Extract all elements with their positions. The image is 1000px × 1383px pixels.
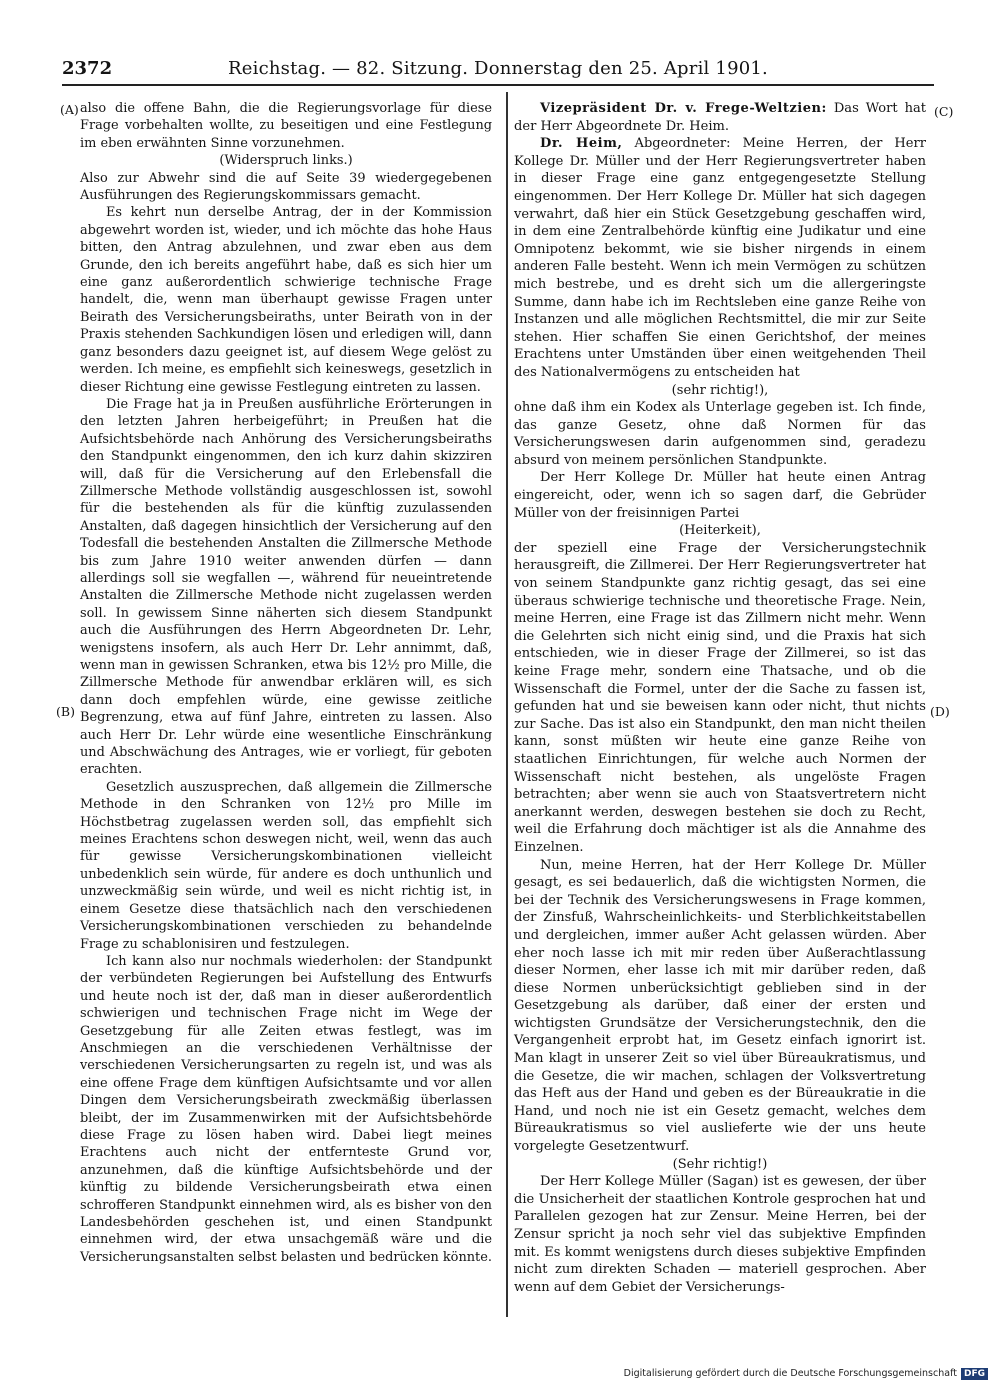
left-paragraph: Also zur Abwehr sind die auf Seite 39 wiedergegebenen Ausführungen des Regierungskommissars gemacht. (80, 170, 492, 204)
right-paragraph: ohne daß ihm ein Kodex als Unterlage gegeben ist. Ich finde, das ganze Gesetz, ohne daß Normen für das Versicherungswesen darin aufgenommen sind, geradezu absurd von meinem persönlichen Standpunkte. (514, 400, 926, 468)
left-paragraph: also die offene Bahn, die die Regierungsvorlage für diese Frage vorbehalten wollte, zu beseitigen und eine Festlegung im eben erwähnten Sinne vorzunehmen. (80, 101, 492, 151)
column-divider (506, 92, 508, 1317)
right-interjection: (Heiterkeit), (679, 523, 761, 539)
right-paragraph (514, 100, 926, 135)
right-paragraph: Der Herr Kollege Dr. Müller hat heute einen Antrag eingereicht, oder, wenn ich so sagen darf, die Gebrüder Müller von der freisinnigen Partei (514, 470, 926, 521)
right-paragraph (514, 135, 926, 381)
digitization-credit (624, 1367, 988, 1381)
left-interjection: (Widerspruch links.) (219, 153, 353, 169)
speaker-name: Dr. Heim, (540, 136, 623, 152)
right-interjection: (Sehr richtig!) (672, 1156, 768, 1172)
left-paragraph: Ich kann also nur nochmals wiederholen: der Standpunkt der verbündeten Regierungen bei Aufstellung des Entwurfs und heute noch ist der, daß man in dieser außerordentlich schwierigen und technischen Frage nicht im Wege der Gesetzgebung für alle Zeiten etwas festlegt, was im Anschmiegen an die verschiedenen Verhältnisse der verschiedenen Versicherungsarten zu regeln ist, und was als eine offene Frage dem künftigen Aufsichtsamte und vor allen Dingen dem Versicherungsbeirath zweckmäßig überlassen bleibt, der im Zusammenwirken mit der Aufsichtsbehörde diese Frage zu lösen haben wird. Dabei liegt meines Erachtens auch nicht der entfernteste Grund vor, anzunehmen, daß die künftige Aufsichtsbehörde und der künftig zu bildende Versicherungsbeirath etwa einen schrofferen Standpunkt einnehmen wird, als es bisher von den Landesbehörden geschehen ist, und einen Standpunkt einnehmen wird, der etwa unsachgemäß wäre und die Versicherungsanstalten selbst belasten und bedrücken könnte. (80, 953, 492, 1265)
margin-mark-d: (D) (930, 704, 950, 719)
right-paragraph: der speziell eine Frage der Versicherungstechnik herausgreift, die Zillmerei. Der Herr Regierungsvertreter hat von seinem Standpunkte ganz richtig gesagt, das sei eine überaus schwierige technische und theoretische Frage. Nein, meine Herren, eine Frage ist das Zillmern nicht mehr. Wenn die Gelehrten sich nicht einig sind, und die Praxis hat sich entschieden, wie in dieser Frage der Zillmerei, so ist das keine Frage mehr, sondern eine Thatsache, und ob die Wissenschaft die Formel, unter der die Sache zu fassen ist, gefunden hat und sie beweisen kann oder nicht, thut nichts zur Sache. Das ist also ein Standpunkt, den man nicht theilen kann, sonst müßten wir heute eine ganze Reihe von staatlichen Einrichtungen, für welche auch Normen der Wissenschaft nicht bestehen, als ungelöste Fragen betrachten; aber wenn sie auch von Staatsvertretern nicht anerkannt werden, deswegen bestehen sie doch zu Recht, weil die Erfahrung doch mächtiger ist als die Annahme des Einzelnen. (514, 540, 926, 855)
speaker-name: Vizepräsident Dr. v. Frege-Weltzien: (540, 101, 827, 116)
footer-text: Digitalisierung gefördert durch die Deutsche Forschungsgemeinschaft (623, 1368, 957, 1379)
left-column (80, 100, 492, 1266)
margin-mark-b: (B) (56, 704, 75, 719)
running-title: Reichstag. — 82. Sitzung. Donnerstag den 25. April 1901. (228, 58, 768, 79)
speech-text: Das Wort hat der Herr Abgeordnete Dr. Heim. (514, 101, 926, 134)
page-number: 2372 (62, 58, 113, 79)
speech-text: Abgeordneter: Meine Herren, der Herr Kollege Dr. Müller und der Herr Regierungsvertreter haben in dieser Frage eine ganz entgegengesetzte Stellung eingenommen. Der Herr Kollege Dr. Müller hat sich dagegen verwahrt, daß hier ein Stück Gesetzgebung geschaffen wird, in dem eine Zentralbehörde künftig eine Judikatur und eine Omnipotenz bekommt, wie sie bisher nirgends in einem anderen Falle besteht. Wenn ich mein Vermögen zu schützen mich bestrebe, und es dreht sich um die allergeringste Summe, dann habe ich im Rechtsleben eine ganze Reihe von Instanzen und alle möglichen Rechtsmittel, die mir zur Seite stehen. Hier schaffen Sie einen Gerichtshof, der meines Erachtens unter Umständen über einen weitgehenden Theil des Nationalvermögens zu entscheiden hat (514, 136, 926, 380)
left-paragraph: Die Frage hat ja in Preußen ausführliche Erörterungen in den letzten Jahren herbeigeführt; in Preußen hat die Aufsichtsbehörde nach Anhörung des Versicherungsbeiraths den Standpunkt eingenommen, den ich kurz dahin skizziren will, daß für die Versicherung auf den Erlebensfall die Zillmersche Methode vollständig ausgeschlossen ist, sowohl für die bestehenden als für die künftig zuzulassenden Anstalten, daß dagegen hinsichtlich der Versicherung auf den Todesfall die bestehenden Anstalten die Zillmersche Methode bis zum Jahre 1910 weiter anwenden dürfen — dann allerdings soll sie wegfallen —, während für neueintretende Anstalten die Zillmersche Methode nicht zugelassen werden soll. In gewissem Sinne näherten sich diesem Standpunkt auch die Ausführungen des Herrn Abgeordneten Dr. Lehr, wenigstens insofern, als auch Herr Dr. Lehr annimmt, daß, wenn man in gewissen Schranken, etwa bis 12½ pro Mille, die Zillmersche Methode für anwendbar erklären will, es sich dann doch empfehlen würde, eine gewisse zeitliche Begrenzung, etwa auf fünf Jahre, eintreten zu lassen. Also auch Herr Dr. Lehr würde eine wesentliche Einschränkung und Abschwächung des Antrages, wie er vorliegt, für geboten erachten. (80, 396, 492, 778)
right-interjection: (sehr richtig!), (671, 382, 769, 398)
left-paragraph: Es kehrt nun derselbe Antrag, der in der Kommission abgewehrt worden ist, wieder, und ich möchte das hohe Haus bitten, den Antrag abzulehnen, und zwar eben aus dem Grunde, den ich bereits angeführt habe, daß es sich hier um eine ganz außerordentlich schwierige technische Frage handelt, die, wenn man überhaupt gewisse Fragen unter Beirath des Versicherungsbeiraths, unter Beirath von in der Praxis stehenden Sachkundigen lösen und erledigen will, dann ganz besonders dazu geeignet ist, auf diesem Wege gelöst zu werden. Ich meine, es empfiehlt sich keineswegs, gesetzlich in dieser Richtung eine gewisse Festlegung eintreten zu lassen. (80, 205, 492, 395)
right-paragraph: Nun, meine Herren, hat der Herr Kollege Dr. Müller gesagt, es sei bedauerlich, daß die wichtigsten Normen, die bei der Technik des Versicherungswesens in Frage kommen, der Zinsfuß, Wahrscheinlichkeits- und Sterblichkeitstabellen und dergleichen, immer außer Acht gelassen würden. Aber eher noch lasse ich mit mir reden über Außerachtlassung dieser Normen, eher lasse ich mit mir darüber reden, daß diese Normen unberücksichtigt geblieben sind in der Gesetzgebung als darüber, daß einer der ersten und wichtigsten Grundsätze der Versicherungstechnik, den die Vergangenheit erprobt hat, im Gesetz einfach ignorirt ist. Man klagt in unserer Zeit so viel über Büreaukratismus, und die Gesetze, die wir machen, schlagen der Volksvertretung das Heft aus der Hand und geben es der Büreaukratie in die Hand, und noch nie ist ein Gesetz gemacht, welches dem Büreaukratismus so viel auslieferte wie der uns heute vorgelegte Gesetzentwurf. (514, 857, 926, 1155)
margin-mark-a: (A) (60, 102, 79, 117)
right-column (514, 100, 926, 1296)
left-paragraph: Gesetzlich auszusprechen, daß allgemein die Zillmersche Methode in den Schranken von 12½ pro Mille im Höchstbetrag zugelassen werden soll, das empfiehlt sich meines Erachtens schon deswegen nicht, weil, wenn das auch für gewisse Versicherungskombinationen vielleicht unbedenklich sein würde, für andere es doch unthunlich und unzweckmäßig sein würde, und weil es nicht richtig ist, in einem Gesetze diese thatsächlich nach den verschiedenen Versicherungskombinationen verschieden zu behandelnde Frage zu schablonisiren und festzulegen. (80, 779, 492, 952)
header-rule (62, 84, 934, 86)
margin-mark-c: (C) (934, 104, 954, 119)
page-header (62, 56, 934, 82)
dfg-logo: DFG (961, 1368, 988, 1380)
right-paragraph: Der Herr Kollege Müller (Sagan) ist es gewesen, der über die Unsicherheit der staatlichen Kontrole gesprochen hat und Parallelen gezogen hat zur Zensur. Meine Herren, bei der Zensur spricht ja noch sehr viel das subjektive Empfinden mit. Es kommt wenigstens durch dieses subjektive Empfinden nicht zum direkten Schaden — materiell gesprochen. Aber wenn auf dem Gebiet der Versicherungs- (514, 1174, 926, 1295)
